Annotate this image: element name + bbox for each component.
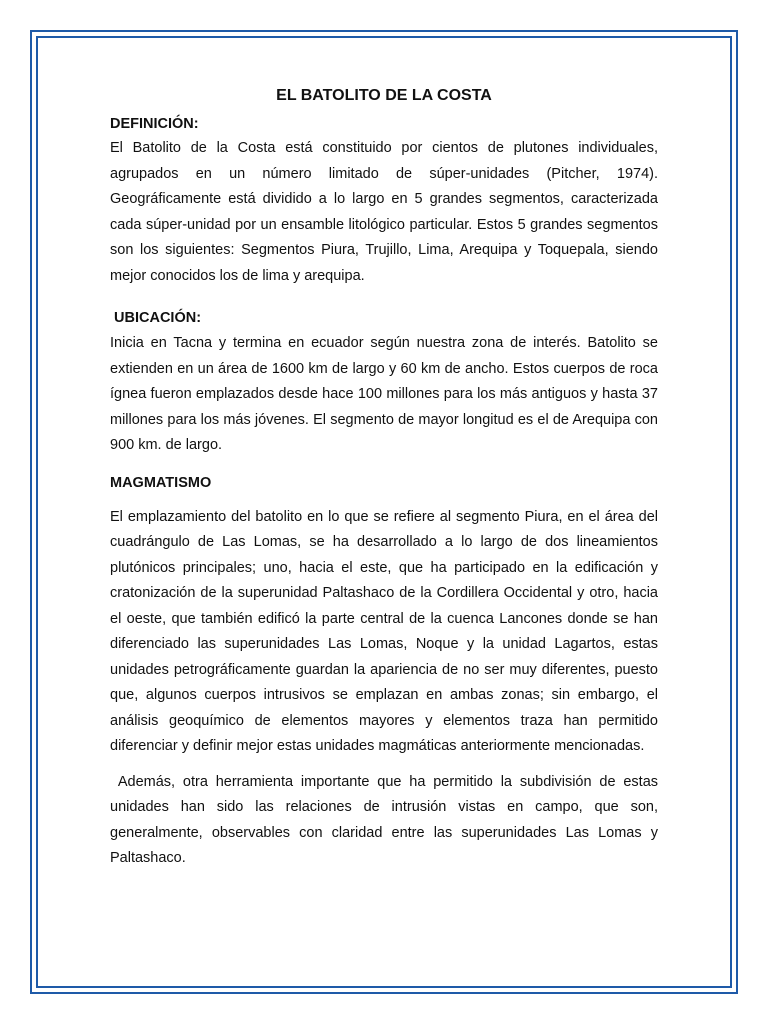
document-body	[110, 86, 663, 872]
document-title: EL BATOLITO DE LA COSTA	[276, 87, 492, 104]
definicion-paragraph: El Batolito de la Costa está constituido por cientos de plutones individuales, agrupados en un número limitado de súper-unidades (Pitcher, 1974). Geográficamente está dividido a lo largo en 5 grandes segmentos, caracterizada cada súper-unidad por un ensamble litológico particular. Estos 5 grandes segmentos son los siguientes: Segmentos Piura, Trujillo, Lima, Arequipa y Toquepala, siendo mejor conocidos los de lima y arequipa.	[110, 140, 658, 284]
magmatismo-heading: MAGMATISMO	[110, 474, 212, 491]
ubicacion-heading: UBICACIÓN:	[110, 310, 202, 326]
ubicacion-paragraph: Inicia en Tacna y termina en ecuador según nuestra zona de interés. Batolito se extienden en un área de 1600 km de largo y 60 km de ancho. Estos cuerpos de roca ígnea fueron emplazados desde hace 100 millones para los más antiguos y hasta 37 millones para los más jóvenes. El segmento de mayor longitud es el de Arequipa con 900 km. de largo.	[110, 335, 658, 453]
definicion-heading: DEFINICIÓN:	[110, 116, 199, 132]
magmatismo-paragraph-2: Además, otra herramienta importante que ha permitido la subdivisión de estas unidades han sido las relaciones de intrusión vistas en campo, que son, generalmente, observables con claridad entre las superunidades Las Lomas y Paltashaco.	[110, 773, 663, 866]
magmatismo-paragraph-1: El emplazamiento del batolito en lo que se refiere al segmento Piura, en el área del cuadrángulo de Las Lomas, se ha desarrollado a lo largo de dos lineamientos plutónicos principales; uno, hacia el este, que ha participado en la edificación y cratonización de la superunidad Paltashaco de la Cordillera Occidental y otro, hacia el oeste, que también edificó la parte central de la cuenca Lancones donde se han diferenciado las superunidades Las Lomas, Noque y la unidad Lagartos, estas unidades petrográficamente guardan la apariencia de no ser muy diferentes, puesto que, algunos cuerpos intrusivos se emplazan en ambas zonas; sin embargo, el análisis geoquímico de elementos mayores y elementos traza han permitido diferenciar y definir mejor estas unidades magmáticas anteriormente mencionadas.	[110, 508, 658, 754]
